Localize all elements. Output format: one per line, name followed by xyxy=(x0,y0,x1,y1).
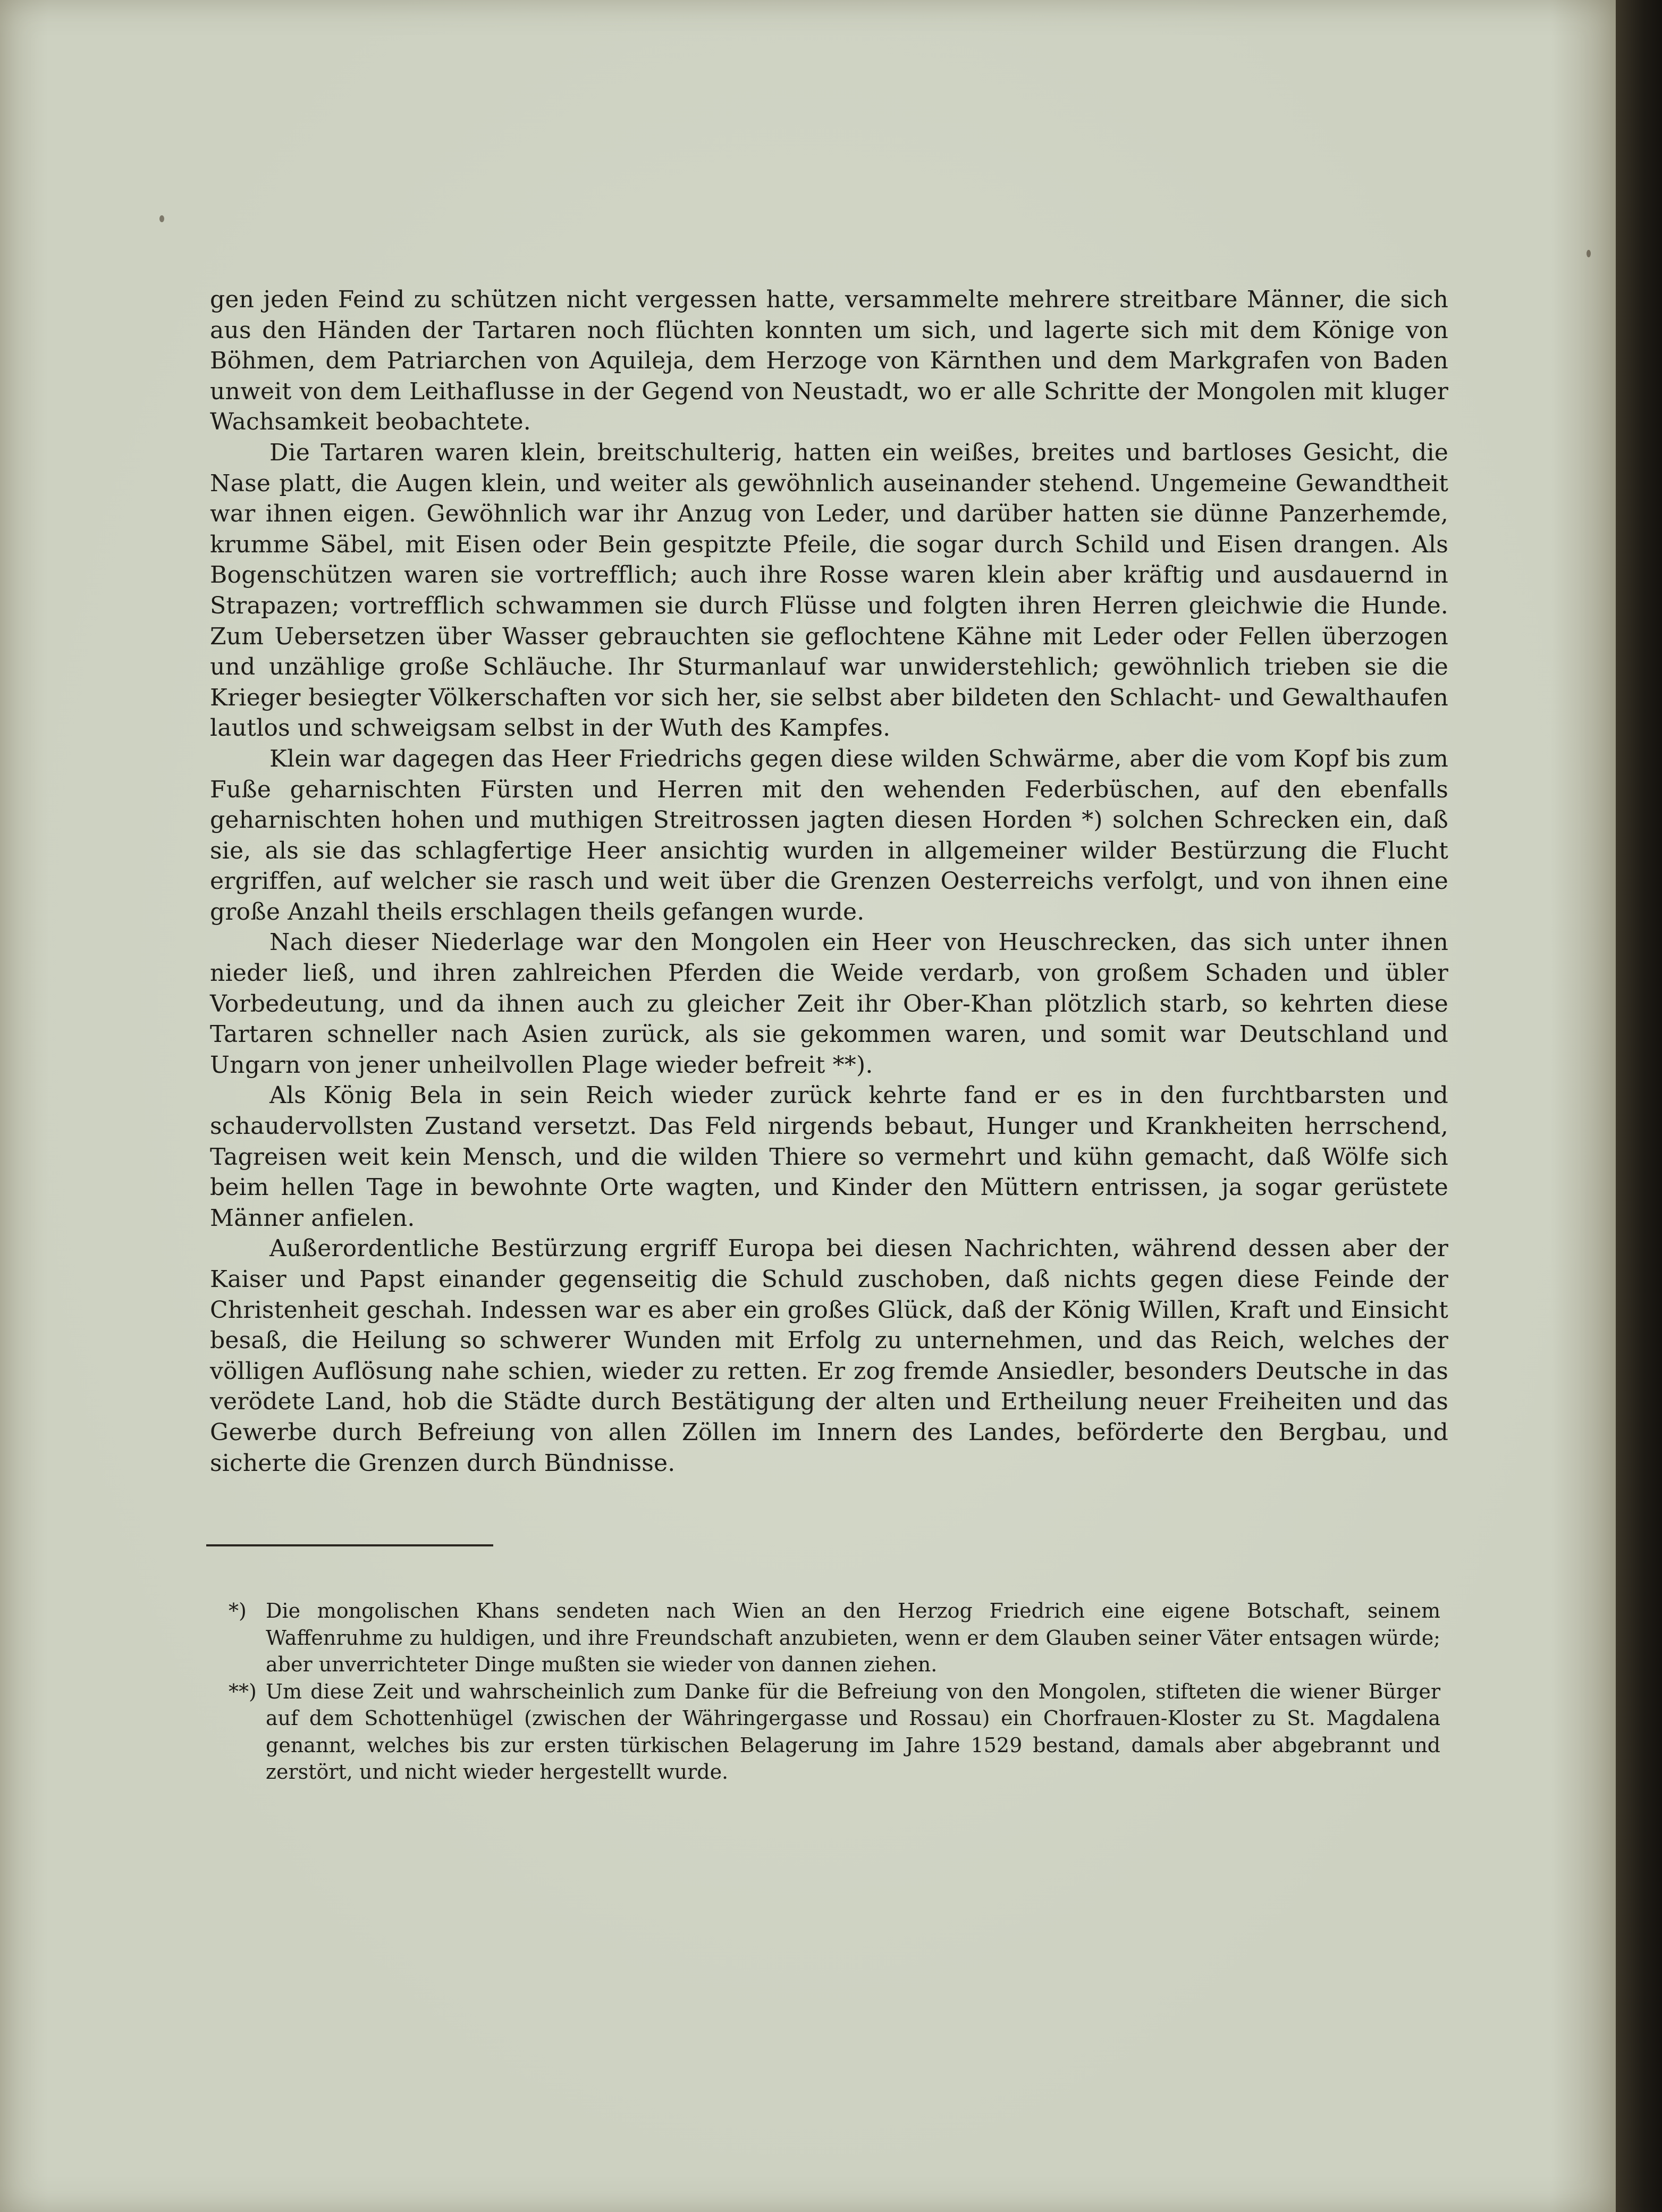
footnote-text: Um diese Zeit und wahrscheinlich zum Danke für die Befreiung von den Mongolen, stifteten die wiener Bürger auf dem Schottenhügel (zwischen der Währingergasse und Rossau) ein Chorfrauen-Kloster zu St. Magdalena genannt, welches bis zur ersten türkischen Belagerung im Jahre 1529 bestand, damals aber abgebrannt und zerstört, und nicht wieder hergestellt wurde. xyxy=(266,1679,1440,1784)
paragraph: Außerordentliche Bestürzung ergriff Europa bei diesen Nachrichten, während dessen aber der Kaiser und Papst einander gegenseitig die Schuld zuschoben, daß nichts gegen diese Feinde der Christenheit geschah. Indessen war es aber ein großes Glück, daß der König Willen, Kraft und Einsicht besaß, die Heilung so schwerer Wunden mit Erfolg zu unternehmen, und das Reich, welches der völligen Auflösung nahe schien, wieder zu retten. Er zog fremde Ansiedler, besonders Deutsche in das verödete Land, hob die Städte durch Bestätigung der alten und Ertheilung neuer Freiheiten und das Gewerbe durch Befreiung von allen Zöllen im Innern des Landes, beförderte den Bergbau, und sicherte die Grenzen durch Bündnisse. xyxy=(210,1235,1448,1477)
main-text xyxy=(210,284,1448,1478)
book-binding-edge xyxy=(1616,0,1662,2212)
footnote xyxy=(229,1597,1440,1678)
footnote-marker: **) xyxy=(229,1679,257,1703)
footnotes xyxy=(229,1597,1440,1786)
paragraph: gen jeden Feind zu schützen nicht vergessen hatte, versammelte mehrere streitbare Männer, die sich aus den Händen der Tartaren noch flüchten konnten um sich, und lagerte sich mit dem Könige von Böhmen, dem Patriarchen von Aquileja, dem Herzoge von Kärnthen und dem Markgrafen von Baden unweit von dem Leithaflusse in der Gegend von Neustadt, wo er alle Schritte der Mongolen mit kluger Wachsamkeit beobachtete. xyxy=(210,286,1448,436)
paragraph: Als König Bela in sein Reich wieder zurück kehrte fand er es in den furchtbarsten und schaudervollsten Zustand versetzt. Das Feld nirgends bebaut, Hunger und Krankheiten herrschend, Tagreisen weit kein Mensch, und die wilden Thiere so vermehrt und kühn gemacht, daß Wölfe sich beim hellen Tage in bewohnte Orte wagten, und Kinder den Müttern entrissen, ja sogar gerüstete Männer anfielen. xyxy=(210,1082,1448,1232)
footnote-text: Die mongolischen Khans sendeten nach Wien an den Herzog Friedrich eine eigene Botschaft, seinem Waffenruhme zu huldigen, und ihre Freundschaft anzubieten, wenn er dem Glauben seiner Väter entsagen würde; aber unverrichteter Dinge mußten sie wieder von dannen ziehen. xyxy=(266,1599,1440,1676)
paragraph: Klein war dagegen das Heer Friedrichs gegen diese wilden Schwärme, aber die vom Kopf bis zum Fuße geharnischten Fürsten und Herren mit den wehenden Federbüschen, auf den ebenfalls geharnischten hohen und muthigen Streitrossen jagten diesen Horden *) solchen Schrecken ein, daß sie, als sie das schlagfertige Heer ansichtig wurden in allgemeiner wilder Bestürzung die Flucht ergriffen, auf welcher sie rasch und weit über die Grenzen Oesterreichs verfolgt, und von ihnen eine große Anzahl theils erschlagen theils gefangen wurde. xyxy=(210,745,1448,926)
footnote xyxy=(229,1678,1440,1786)
footnote-marker: *) xyxy=(229,1599,247,1622)
paragraph: Nach dieser Niederlage war den Mongolen ein Heer von Heuschrecken, das sich unter ihnen nieder ließ, und ihren zahlreichen Pferden die Weide verdarb, von großem Schaden und übler Vorbedeutung, und da ihnen auch zu gleicher Zeit ihr Ober-Khan plötzlich starb, so kehrten diese Tartaren schneller nach Asien zurück, als sie gekommen waren, und somit war Deutschland und Ungarn von jener unheilvollen Plage wieder befreit **). xyxy=(210,929,1448,1079)
ink-speck xyxy=(159,215,164,222)
footnote-divider xyxy=(206,1544,493,1546)
paragraph: Die Tartaren waren klein, breitschulterig, hatten ein weißes, breites und bartloses Gesicht, die Nase platt, die Augen klein, und weiter als gewöhnlich auseinander stehend. Ungemeine Gewandtheit war ihnen eigen. Gewöhnlich war ihr Anzug von Leder, und darüber hatten sie dünne Panzerhemde, krumme Säbel, mit Eisen oder Bein gespitzte Pfeile, die sogar durch Schild und Eisen drangen. Als Bogenschützen waren sie vortrefflich; auch ihre Rosse waren klein aber kräftig und ausdauernd in Strapazen; vortrefflich schwammen sie durch Flüsse und folgten ihren Herren gleichwie die Hunde. Zum Uebersetzen über Wasser gebrauchten sie geflochtene Kähne mit Leder oder Fellen überzogen und unzählige große Schläuche. Ihr Sturmanlauf war unwiderstehlich; gewöhnlich trieben sie die Krieger besiegter Völkerschaften vor sich her, sie selbst aber bildeten den Schlacht- und Gewalthaufen lautlos und schweigsam selbst in der Wuth des Kampfes. xyxy=(210,439,1448,742)
ink-speck xyxy=(1587,250,1591,257)
